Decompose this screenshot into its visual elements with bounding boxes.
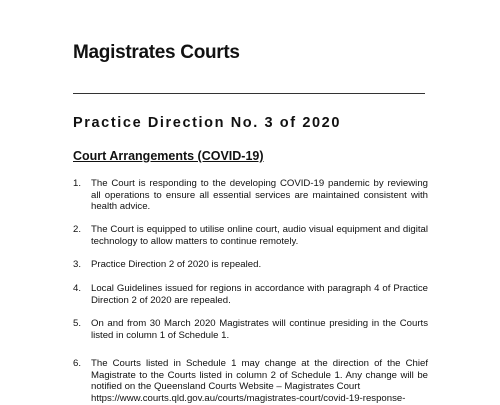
paragraph-6 <box>73 358 428 393</box>
paragraph-text: Local Guidelines issued for regions in accordance with paragraph 4 of Practice Direction 2 of 2020 are repealed. <box>91 283 428 306</box>
paragraph-number: 3. <box>73 259 82 270</box>
paragraph-number: 5. <box>73 318 82 329</box>
paragraph-5 <box>73 318 428 341</box>
paragraph-number: 1. <box>73 178 82 189</box>
court-name: Magistrates Courts <box>73 42 240 63</box>
paragraph-3 <box>73 259 428 271</box>
paragraph-text: The Court is equipped to utilise online court, audio visual equipment and digital technology to allow matters to continue remotely. <box>91 224 428 247</box>
paragraph-number: 2. <box>73 224 82 235</box>
paragraph-number: 4. <box>73 283 82 294</box>
paragraph-number: 6. <box>73 358 82 369</box>
paragraph-4 <box>73 283 428 306</box>
paragraph-text: Practice Direction 2 of 2020 is repealed. <box>91 259 262 270</box>
paragraph-1 <box>73 178 428 213</box>
covid-response-url: https://www.courts.qld.gov.au/courts/magistrates-court/covid-19-response- <box>91 393 406 404</box>
paragraph-2 <box>73 224 428 247</box>
paragraph-text: The Courts listed in Schedule 1 may change at the direction of the Chief Magistrate to the Courts listed in column 2 of Schedule 1. Any change will be notified on the Queensland Courts Website – Magistrates Court <box>91 358 428 393</box>
section-heading: Court Arrangements (COVID-19) <box>73 149 264 163</box>
paragraph-text: On and from 30 March 2020 Magistrates will continue presiding in the Courts listed in column 1 of Schedule 1. <box>91 318 428 341</box>
header-divider <box>73 93 425 94</box>
practice-direction-title: Practice Direction No. 3 of 2020 <box>73 115 341 131</box>
paragraph-text: The Court is responding to the developing COVID-19 pandemic by reviewing all operations to ensure all essential services are maintained consistent with health advice. <box>91 178 428 213</box>
